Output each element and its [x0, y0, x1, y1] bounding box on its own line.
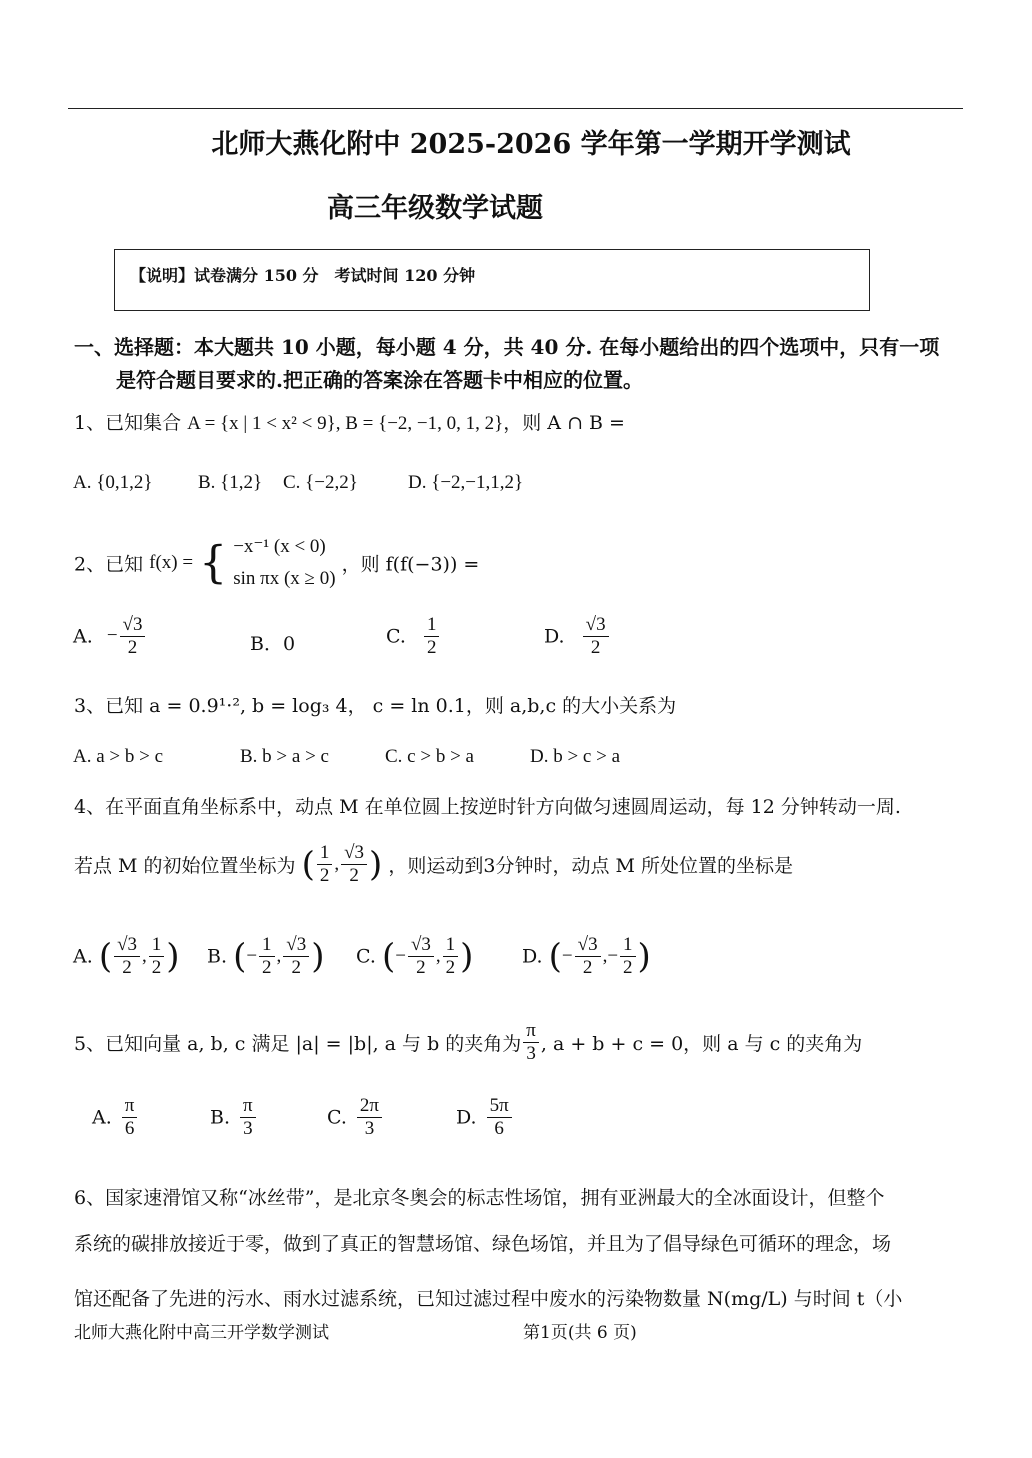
q5-angle: $\frac{\pi}{3}$ [523, 1020, 539, 1065]
q1-option-b[interactable]: B. {1,2} [198, 472, 263, 493]
question-4-line1: 4、在平面直角坐标系中，动点 M 在单位圆上按逆时针方向做匀速圆周运动，每 12 分钟转动一周. [74, 796, 901, 818]
q2-option-d[interactable]: D. $\frac{√3}{2}$ [544, 614, 611, 659]
q2-option-b[interactable]: B．0 [250, 633, 296, 655]
q2-option-a[interactable]: A. − $\frac{√3}{2}$ [73, 614, 147, 659]
q4-option-c[interactable]: C. (− $\frac{√3}{2}$ , $\frac{1}{2}$ ) [356, 934, 474, 978]
q5-option-a[interactable]: A. $\frac{\pi}{6}$ [92, 1095, 139, 1140]
page-subtitle: 高三年级数学试题 [327, 193, 543, 224]
q2-option-a-frac: $\frac{√3}{2}$ [120, 614, 146, 659]
footer-title: 北师大燕化附中高三开学数学测试 [74, 1323, 329, 1343]
top-rule [68, 108, 963, 109]
q2-prefix: 2、已知 [74, 553, 144, 576]
q2-option-c[interactable]: C. $\frac{1}{2}$ [386, 614, 441, 659]
q4-option-d[interactable]: D. (− $\frac{√3}{2}$ ,− $\frac{1}{2}$ ) [522, 934, 651, 978]
q3-option-d[interactable]: D. b > c > a [530, 746, 621, 767]
q5-option-c[interactable]: C. $\frac{2\pi}{3}$ [327, 1095, 384, 1140]
q4-option-a[interactable]: A. ( $\frac{√3}{2}$ , $\frac{1}{2}$ ) [73, 934, 180, 978]
question-6-line3: 馆还配备了先进的污水、雨水过滤系统，已知过滤过程中废水的污染物数量 N(mg/L) 与时间 t（小 [74, 1288, 903, 1310]
q2-option-d-frac: $\frac{√3}{2}$ [583, 614, 609, 659]
q2-case-1: −x⁻¹ (x < 0) [233, 536, 326, 557]
q2-option-c-frac: $\frac{1}{2}$ [424, 614, 440, 659]
q3-option-a[interactable]: A. a > b > c [73, 746, 164, 767]
q2-case-2: sin πx (x ≥ 0) [233, 568, 336, 589]
q1-prefix: 1、已知集合 [74, 412, 182, 434]
q1-option-a[interactable]: A. {0,1,2} [73, 472, 153, 493]
q1-set-b: , B = {−2, −1, 0, 1, 2} [335, 413, 504, 434]
q1-option-c[interactable]: C. {−2,2} [283, 472, 358, 493]
q2-fx: f(x) = [149, 552, 194, 573]
question-6-line1: 6、国家速滑馆又称“冰丝带”，是北京冬奥会的标志性场馆，拥有亚洲最大的全冰面设计，但整个 [74, 1187, 885, 1209]
q2-brace: { [199, 537, 228, 589]
section-heading-line1: 一、选择题：本大题共 10 小题，每小题 4 分，共 40 分. 在每小题给出的四个选项中，只有一项 [74, 335, 940, 359]
question-3: 3、已知 a = 0.9¹·², b = log₃ 4， c = ln 0.1，则 a,b,c 的大小关系为 [74, 695, 677, 717]
exam-note: 【说明】试卷满分 150 分 考试时间 120 分钟 [130, 266, 476, 285]
q3-option-b[interactable]: B. b > a > c [240, 746, 329, 767]
question-6-line2: 系统的碳排放接近于零，做到了真正的智慧场馆、绿色场馆，并且为了倡导绿色可循环的理念，场 [74, 1233, 892, 1255]
q1-ask: ，则 A ∩ B = [503, 412, 625, 434]
q4-point-x: $\frac{1}{2}$ [317, 842, 333, 887]
q3-option-c[interactable]: C. c > b > a [385, 746, 474, 767]
q2-ask: ，则 f(f(−3)) = [341, 553, 480, 576]
question-1 [74, 408, 625, 435]
q4-option-b[interactable]: B. (− $\frac{1}{2}$ , $\frac{√3}{2}$ ) [207, 934, 325, 978]
page-title: 北师大燕化附中 2025-2026 学年第一学期开学测试 [211, 129, 851, 160]
q5-option-d[interactable]: D. $\frac{5\pi}{6}$ [456, 1095, 514, 1140]
q5-option-b[interactable]: B. $\frac{\pi}{3}$ [210, 1095, 258, 1140]
q2-cases [233, 531, 335, 595]
q1-set-a: A = {x | 1 < x² < 9} [187, 413, 336, 434]
question-2 [74, 531, 479, 595]
question-5: 5、已知向量 a, b, c 满足 |a| = |b|, a 与 b 的夹角为 $\frac{\pi}{3}$ , a + b + c = 0，则 a 与 c 的夹角为 [74, 1020, 863, 1064]
question-4-line2: 若点 M 的初始位置坐标为 ( $\frac{1}{2}$ , $\frac{√3}{2}$ ) ，则运动到3分钟时，动点 M 所处位置的坐标是 [74, 842, 793, 886]
q4-point-y: $\frac{√3}{2}$ [341, 842, 367, 887]
section-heading-line2: 是符合题目要求的.把正确的答案涂在答题卡中相应的位置。 [116, 368, 643, 392]
page-number: 第1页(共 6 页) [523, 1323, 637, 1343]
q1-option-d[interactable]: D. {−2,−1,1,2} [408, 472, 524, 493]
